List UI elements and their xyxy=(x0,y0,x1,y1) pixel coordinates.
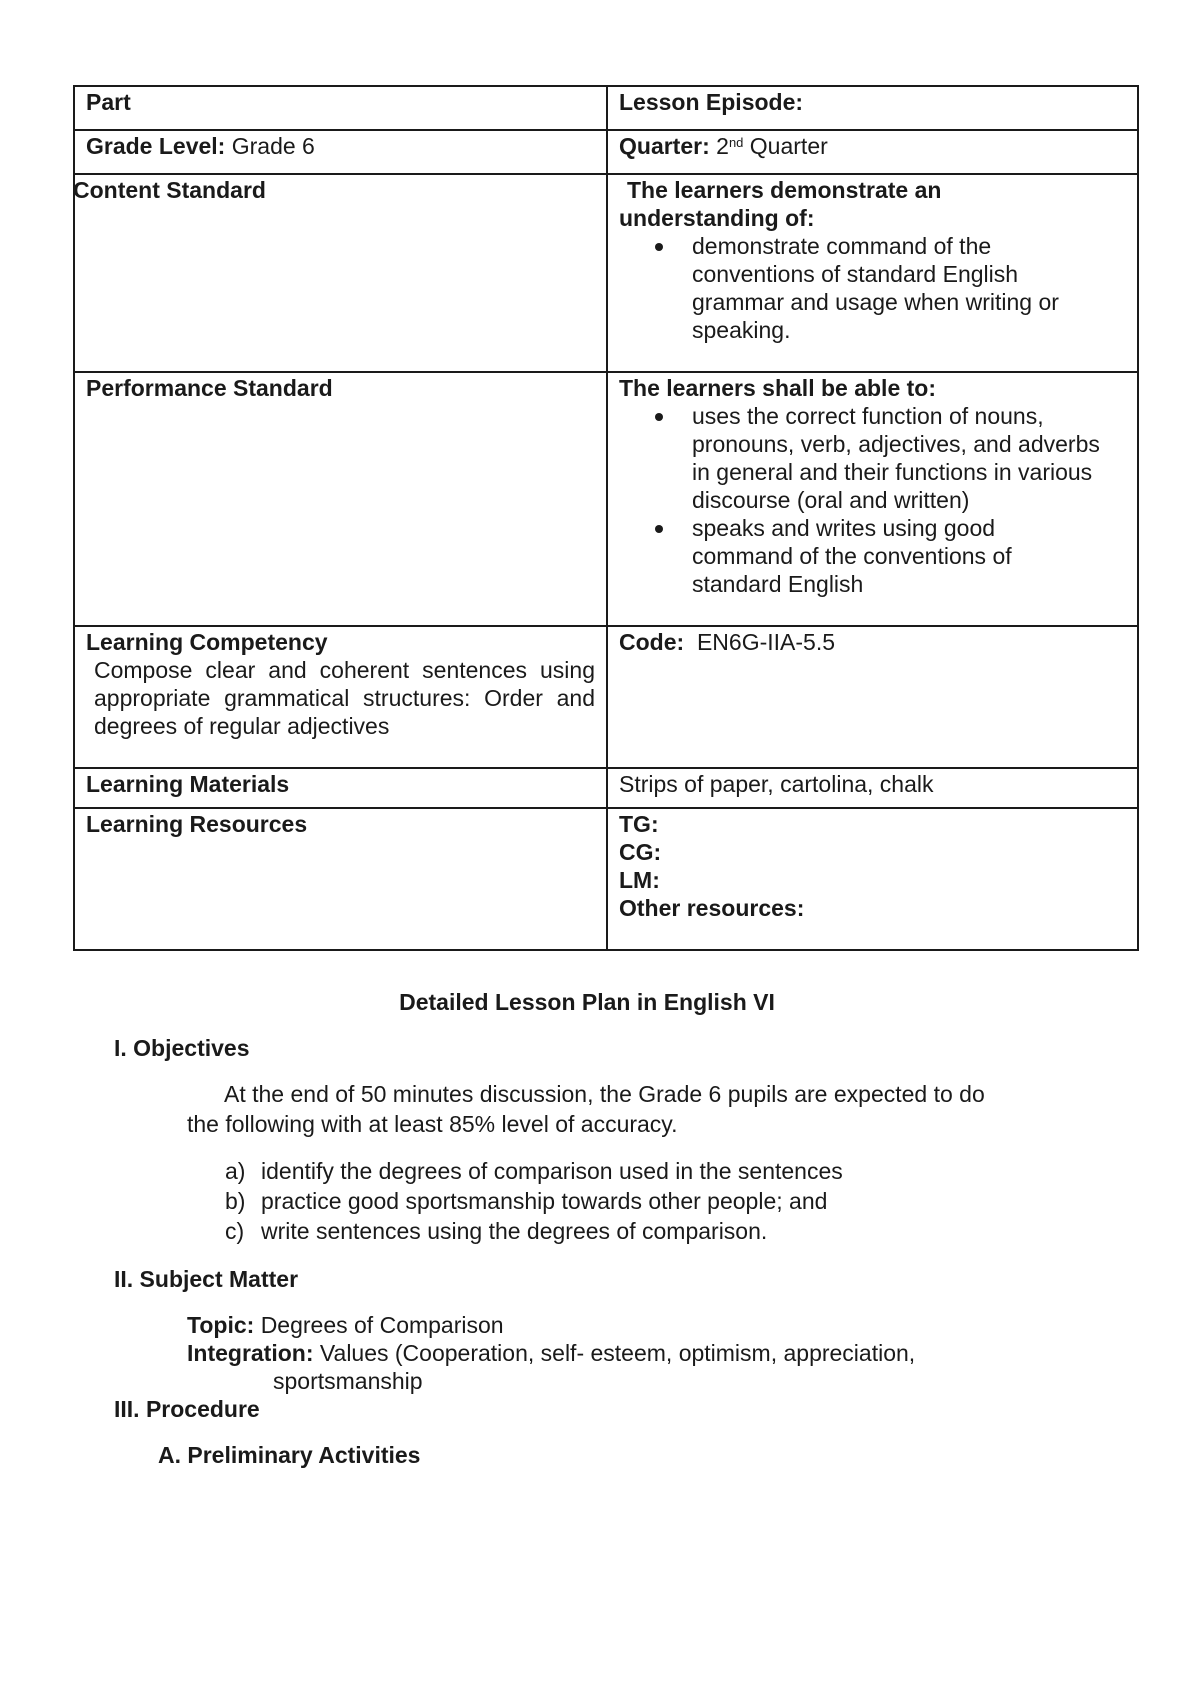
objectives-list xyxy=(225,1157,843,1247)
learning-competency-cell xyxy=(74,626,607,768)
resources-lm: LM: xyxy=(619,867,660,893)
list-item: uses the correct function of nouns, pronouns, verb, adjectives, and adverbs in general and their functions in various discourse (oral and written) xyxy=(619,402,1126,514)
resources-other: Other resources: xyxy=(619,895,805,921)
integration-value-line2: sportsmanship xyxy=(273,1368,423,1394)
grade-level-cell xyxy=(74,130,607,174)
integration-label: Integration: xyxy=(187,1340,314,1366)
list-item xyxy=(225,1187,843,1217)
learning-materials-cell xyxy=(74,768,607,808)
performance-standard-list xyxy=(619,402,1126,598)
objectives-intro-line2: the following with at least 85% level of accuracy. xyxy=(187,1111,678,1137)
content-standard-detail-cell xyxy=(607,174,1138,372)
code-value: EN6G-IIA-5.5 xyxy=(696,629,835,655)
topic-line xyxy=(187,1311,504,1339)
part-cell xyxy=(74,86,607,130)
topic-value: Degrees of Comparison xyxy=(260,1312,504,1338)
resources-cg: CG: xyxy=(619,839,662,865)
table-row xyxy=(74,86,1138,130)
learning-competency-label: Learning Competency xyxy=(86,629,328,655)
list-marker: b) xyxy=(225,1188,246,1214)
table-row xyxy=(74,372,1138,626)
grade-level-label: Grade Level: xyxy=(86,133,226,159)
learning-materials-label: Learning Materials xyxy=(86,771,290,797)
learning-resources-list-cell xyxy=(607,808,1138,950)
list-item: demonstrate command of the conventions of standard English grammar and usage when writing or speaking. xyxy=(619,232,1126,344)
content-standard-list xyxy=(619,232,1126,344)
lesson-info-table xyxy=(73,85,1139,951)
learning-materials-value-cell xyxy=(607,768,1138,808)
document-title: Detailed Lesson Plan in English VI xyxy=(399,989,775,1015)
content-standard-label: Content Standard xyxy=(73,177,266,203)
quarter-cell xyxy=(607,130,1138,174)
learning-competency-text: Compose clear and coherent sentences using appropriate grammatical structures: Order and degrees of regular adjectives xyxy=(94,657,595,739)
subject-matter-heading: II. Subject Matter xyxy=(114,1266,299,1292)
quarter-word: Quarter xyxy=(749,133,828,159)
list-item: speaks and writes using good command of the conventions of standard English xyxy=(619,514,1126,598)
quarter-suffix: nd xyxy=(728,135,744,150)
performance-standard-cell xyxy=(74,372,607,626)
list-item-text: write sentences using the degrees of comparison. xyxy=(261,1218,768,1244)
table-row xyxy=(74,130,1138,174)
list-item xyxy=(225,1217,843,1247)
performance-standard-detail-cell xyxy=(607,372,1138,626)
content-standard-heading-line2: understanding of: xyxy=(619,205,815,231)
table-row xyxy=(74,174,1138,372)
learning-materials-value: Strips of paper, cartolina, chalk xyxy=(619,771,934,797)
list-item xyxy=(225,1157,843,1187)
part-label: Part xyxy=(86,89,131,115)
lesson-episode-cell xyxy=(607,86,1138,130)
grade-level-value: Grade 6 xyxy=(231,133,315,159)
table-row xyxy=(74,768,1138,808)
list-marker: c) xyxy=(225,1218,245,1244)
performance-standard-heading: The learners shall be able to: xyxy=(619,375,936,401)
table-row xyxy=(74,626,1138,768)
integration-value-line1: Values (Cooperation, self- esteem, optimism, appreciation, xyxy=(319,1340,916,1366)
integration-line xyxy=(187,1339,915,1367)
objectives-heading: I. Objectives xyxy=(114,1035,250,1061)
quarter-label: Quarter: xyxy=(619,133,710,159)
learning-resources-cell xyxy=(74,808,607,950)
preliminary-activities-heading: A. Preliminary Activities xyxy=(158,1442,421,1468)
content-standard-heading-line1: The learners demonstrate an xyxy=(627,177,942,203)
content-standard-cell xyxy=(74,174,607,372)
learning-resources-label: Learning Resources xyxy=(86,811,308,837)
objectives-intro-line1: At the end of 50 minutes discussion, the Grade 6 pupils are expected to do xyxy=(224,1081,985,1107)
list-item-text: identify the degrees of comparison used in the sentences xyxy=(261,1158,843,1184)
lesson-episode-label: Lesson Episode: xyxy=(619,89,804,115)
performance-standard-label: Performance Standard xyxy=(86,375,333,401)
quarter-number: 2 xyxy=(716,133,729,159)
resources-tg: TG: xyxy=(619,811,659,837)
procedure-heading: III. Procedure xyxy=(114,1396,260,1422)
table-row xyxy=(74,808,1138,950)
code-label: Code: xyxy=(619,629,685,655)
list-item-text: practice good sportsmanship towards other people; and xyxy=(261,1188,828,1214)
topic-label: Topic: xyxy=(187,1312,255,1338)
list-marker: a) xyxy=(225,1158,246,1184)
code-cell xyxy=(607,626,1138,768)
